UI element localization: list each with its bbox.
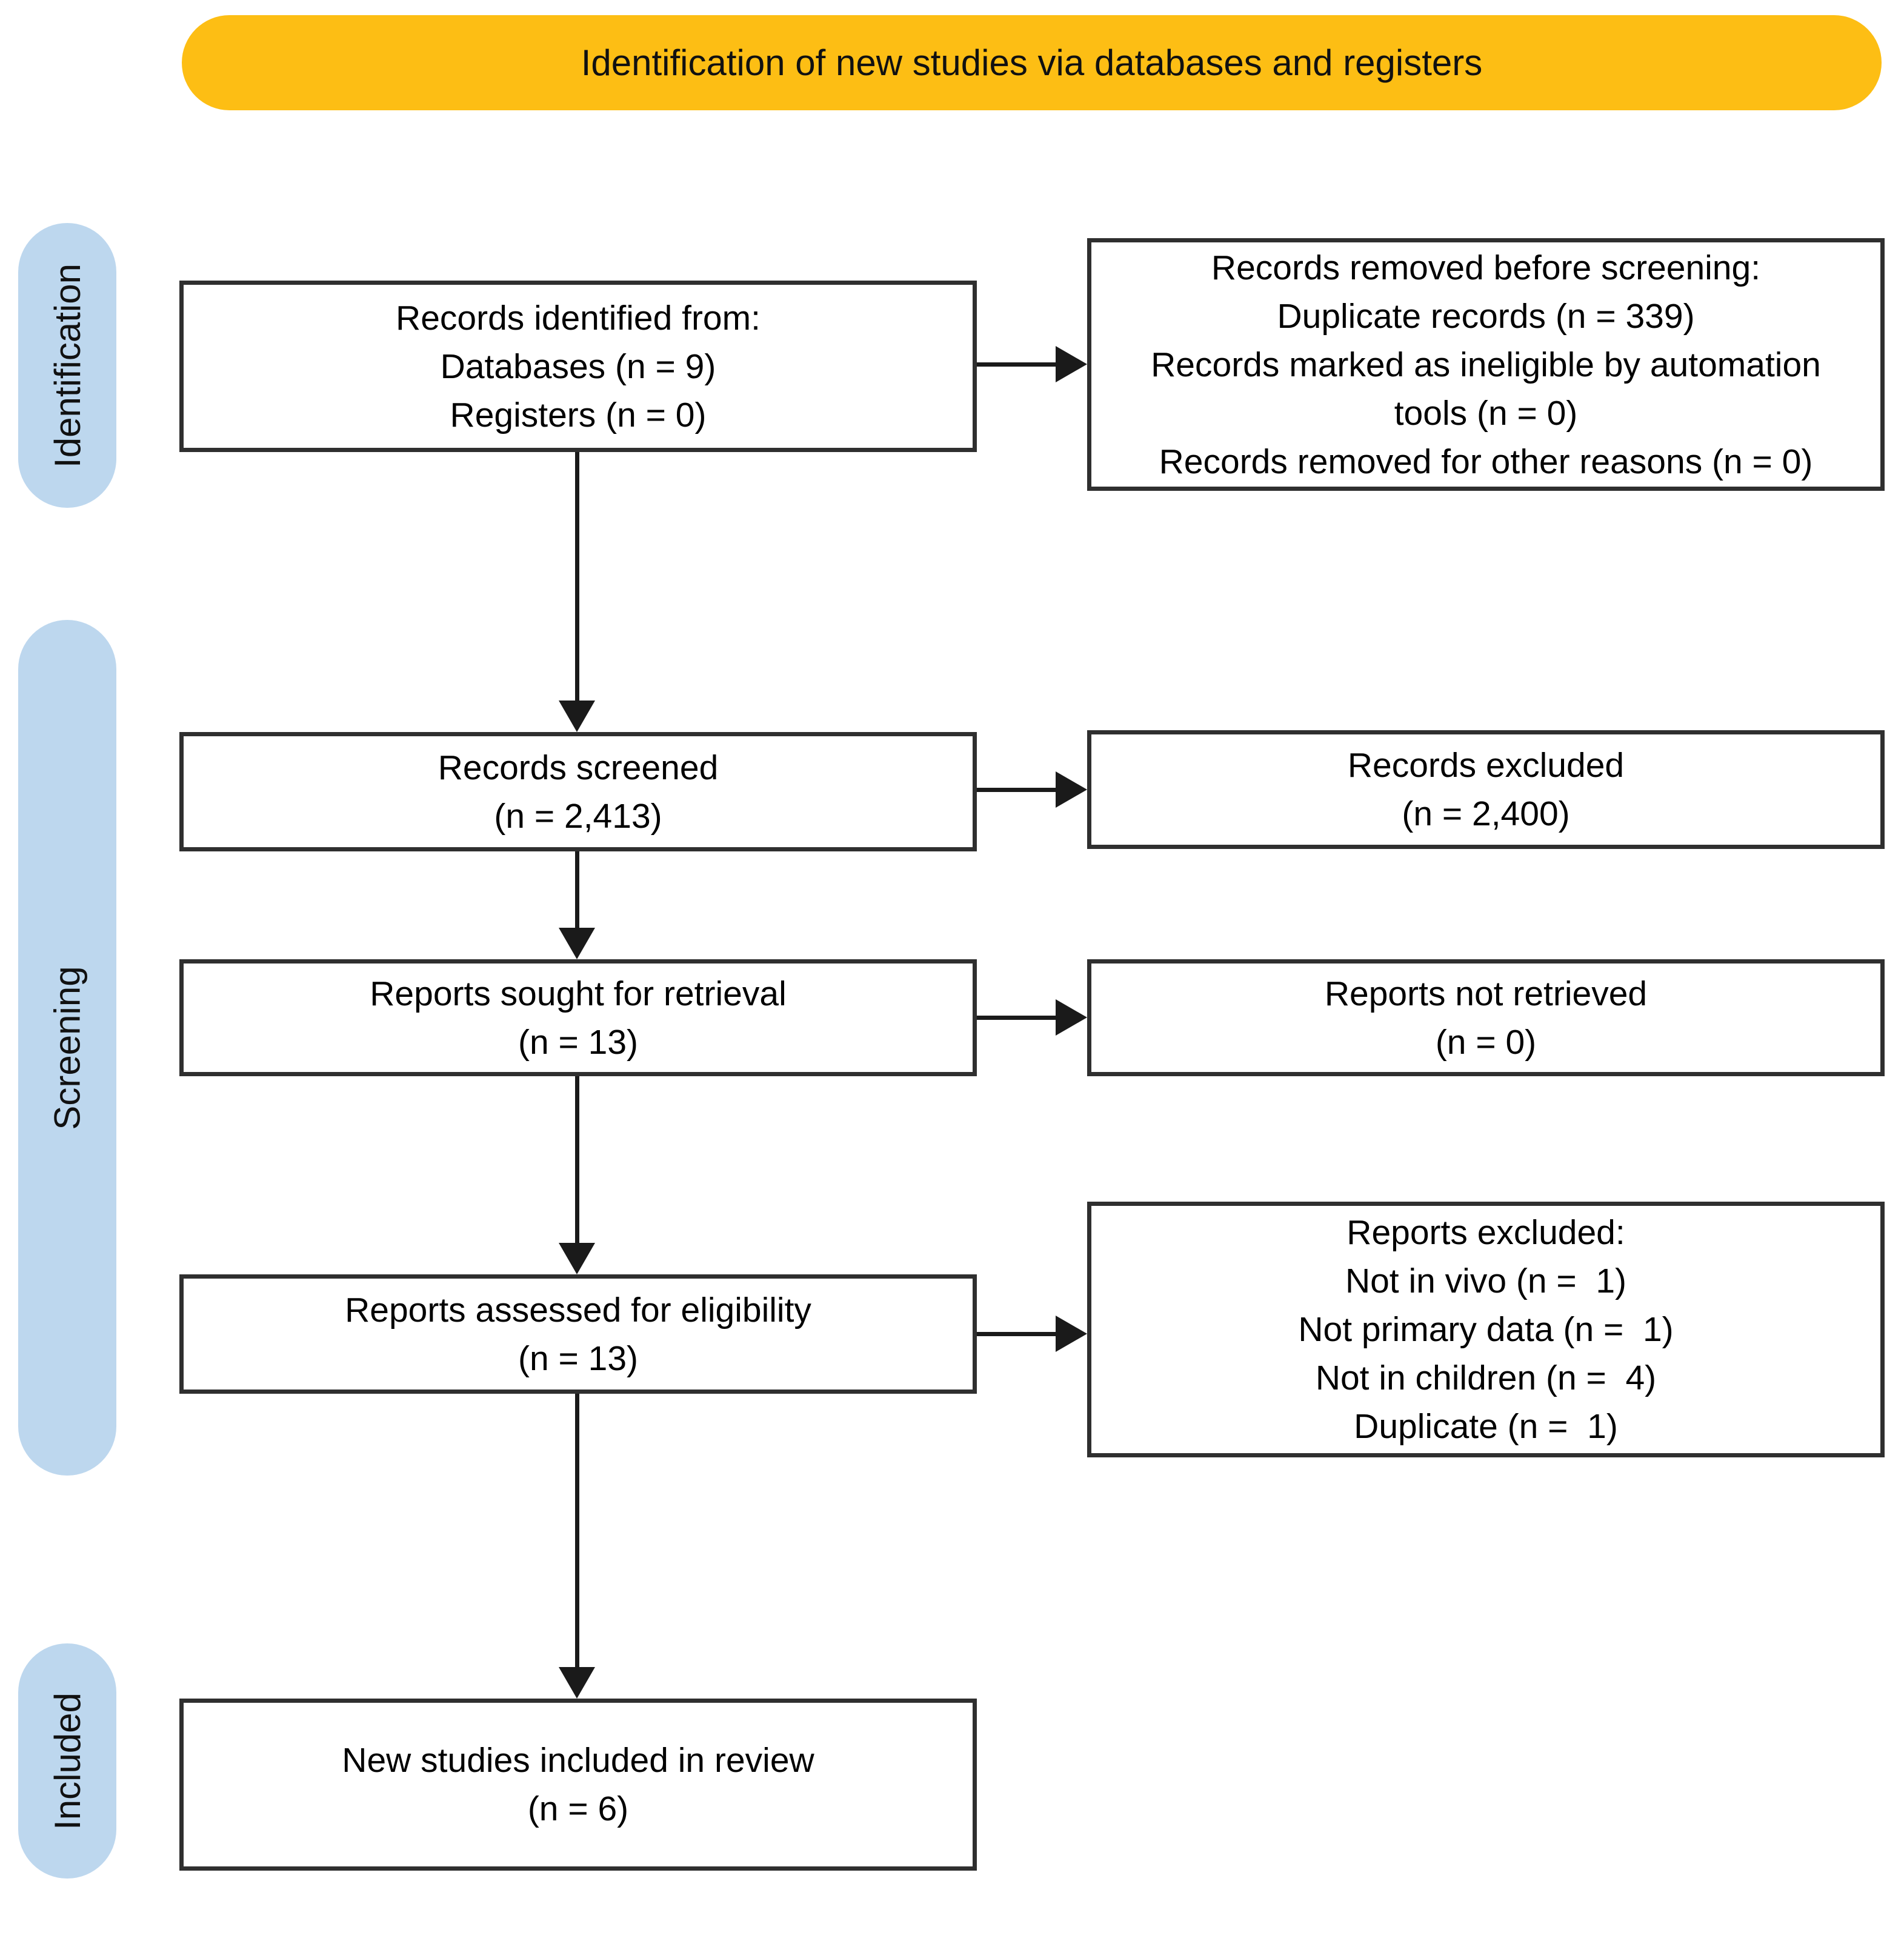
box-line: Reports not retrieved [1324, 974, 1648, 1013]
stage-pill-screening [18, 620, 116, 1476]
box-line: Duplicate (n = 1) [1354, 1407, 1618, 1446]
arrowhead-down-icon [559, 1667, 595, 1699]
box-new-studies-included [179, 1699, 977, 1871]
box-line: Records excluded [1347, 746, 1625, 785]
stage-pill-identification [18, 223, 116, 508]
box-line: Records screened [438, 748, 719, 787]
box-records-removed-before-screening [1087, 238, 1885, 491]
arrowhead-right-icon [1056, 999, 1087, 1036]
arrowhead-right-icon [1056, 771, 1087, 808]
box-line: (n = 0) [1435, 1022, 1537, 1062]
box-line: Duplicate records (n = 339) [1277, 296, 1695, 336]
arrowhead-down-icon [559, 701, 595, 732]
box-line: Reports assessed for eligibility [345, 1290, 811, 1330]
box-line: Registers (n = 0) [450, 395, 707, 434]
arrow-identified-to-removed [977, 362, 1056, 367]
box-line: Databases (n = 9) [440, 347, 716, 386]
box-line: Not primary data (n = 1) [1298, 1310, 1674, 1349]
box-line: (n = 2,400) [1402, 794, 1570, 833]
box-line: tools (n = 0) [1394, 393, 1578, 433]
title-banner [182, 15, 1882, 110]
stage-label-identification: Identification [47, 263, 88, 468]
box-line: Not in children (n = 4) [1315, 1359, 1657, 1397]
box-line: (n = 6) [527, 1789, 629, 1828]
box-line: Not in vivo (n = 1) [1345, 1262, 1627, 1300]
arrowhead-down-icon [559, 928, 595, 959]
box-line: Reports excluded: [1346, 1213, 1625, 1252]
stage-label-screening: Screening [47, 965, 88, 1130]
stage-pill-included [18, 1643, 116, 1879]
box-line: (n = 13) [518, 1339, 639, 1378]
box-reports-sought-for-retrieval [179, 959, 977, 1076]
arrow-sought-to-not-retrieved [977, 1016, 1056, 1020]
arrowhead-right-icon [1056, 1316, 1087, 1352]
stage-label-included: Included [47, 1692, 88, 1830]
arrow-assessed-to-excluded [977, 1332, 1056, 1336]
box-line: (n = 13) [518, 1022, 639, 1062]
box-records-identified [179, 281, 977, 452]
arrow-sought-to-assessed [575, 1076, 579, 1243]
box-reports-assessed-for-eligibility [179, 1274, 977, 1394]
arrow-screened-to-excluded [977, 788, 1056, 792]
box-records-excluded [1087, 730, 1885, 849]
box-line: Reports sought for retrieval [370, 974, 787, 1013]
arrowhead-right-icon [1056, 346, 1087, 382]
box-line: Records identified from: [396, 298, 761, 338]
arrow-assessed-to-included [575, 1394, 579, 1667]
box-line: Records marked as ineligible by automation [1151, 345, 1821, 384]
box-line: Records removed before screening: [1211, 248, 1761, 287]
title-banner-label: Identification of new studies via databases and registers [581, 42, 1483, 83]
box-line: New studies included in review [342, 1741, 814, 1780]
arrowhead-down-icon [559, 1243, 595, 1274]
box-reports-not-retrieved [1087, 959, 1885, 1076]
box-line: (n = 2,413) [494, 796, 662, 836]
box-line: Records removed for other reasons (n = 0) [1159, 442, 1813, 481]
box-reports-excluded [1087, 1202, 1885, 1457]
arrow-identified-to-screened [575, 452, 579, 701]
arrow-screened-to-sought [575, 851, 579, 928]
box-records-screened [179, 732, 977, 851]
